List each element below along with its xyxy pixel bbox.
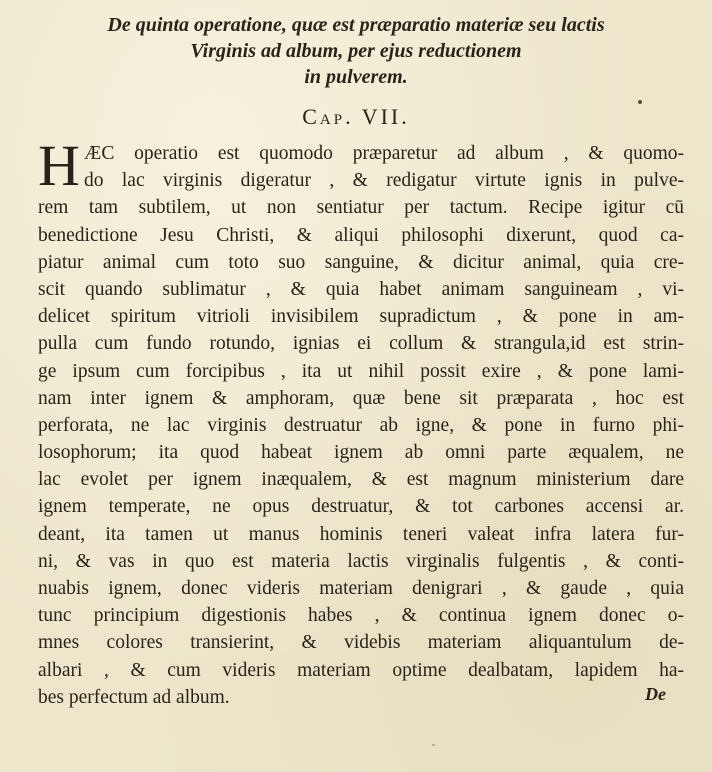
text-line: albari , & cum videris materiam optime dealbatam, lapidem ha-: [38, 659, 684, 681]
body-paragraph: [38, 133, 684, 711]
paper-speck: [432, 744, 435, 746]
text-line: ge ipsum cum forcipibus , ita ut nihil possit exire , & pone lami-: [38, 360, 684, 382]
text-line: nam inter ignem & amphoram, quæ bene sit præparata , hoc est: [38, 387, 684, 409]
text-line: pulla cum fundo rotundo, ignias ei collum & strangula,id est strin-: [38, 333, 684, 355]
heading-line-2: Virginis ad album, per ejus reductionem: [190, 40, 522, 62]
text-line: mnes colores transierint, & videbis materiam aliquantulum de-: [38, 632, 684, 654]
heading-line-1: De quinta operatione, quæ est præparatio materiæ seu lactis: [107, 14, 605, 36]
text-line: tunc principium digestionis habes , & continua ignem donec o-: [38, 605, 684, 627]
drop-cap-initial: H: [38, 133, 80, 198]
paper-speck: [638, 100, 642, 104]
text-line: scit quando sublimatur , & quia habet animam sanguineam , vi-: [38, 278, 684, 300]
text-line: deant, ita tamen ut manus hominis teneri valeat infra latera fur-: [38, 523, 684, 545]
text-line: do lac virginis digeratur , & redigatur virtute ignis in pulve-: [84, 170, 684, 192]
text-line: perforata, ne lac virginis destruatur ab igne, & pone in furno phi-: [38, 414, 684, 436]
catchword: De: [645, 684, 666, 704]
heading-line-3: in pulverem.: [304, 66, 408, 88]
chapter-heading: [0, 12, 712, 90]
text-line: piatur animal cum toto suo sanguine, & dicitur animal, quia cre-: [38, 251, 684, 273]
text-line: ignem temperate, ne opus destruatur, & tot carbones accensi ar.: [38, 496, 684, 518]
text-line: ÆC operatio est quomodo præparetur ad album , & quomo-: [84, 143, 684, 164]
text-line: benedictione Jesu Christi, & aliqui philosophi dixerunt, quod ca-: [38, 224, 684, 246]
text-line: rem tam subtilem, ut non sentiatur per tactum. Recipe igitur cū: [38, 197, 684, 219]
text-line: delicet spiritum vitrioli invisibilem supradictum , & pone in am-: [38, 306, 684, 328]
text-line: losophorum; ita quod habeat ignem ab omni parte æqualem, ne: [38, 442, 684, 464]
chapter-number: Cap. VII.: [302, 104, 410, 129]
text-line: nuabis ignem, donec videris materiam denigrari , & gaude , quia: [38, 578, 684, 599]
text-line: bes perfectum ad album.: [38, 686, 230, 708]
text-line: ni, & vas in quo est materia lactis virginalis fulgentis , & conti-: [38, 550, 684, 572]
text-line: lac evolet per ignem inæqualem, & est magnum ministerium dare: [38, 469, 684, 491]
